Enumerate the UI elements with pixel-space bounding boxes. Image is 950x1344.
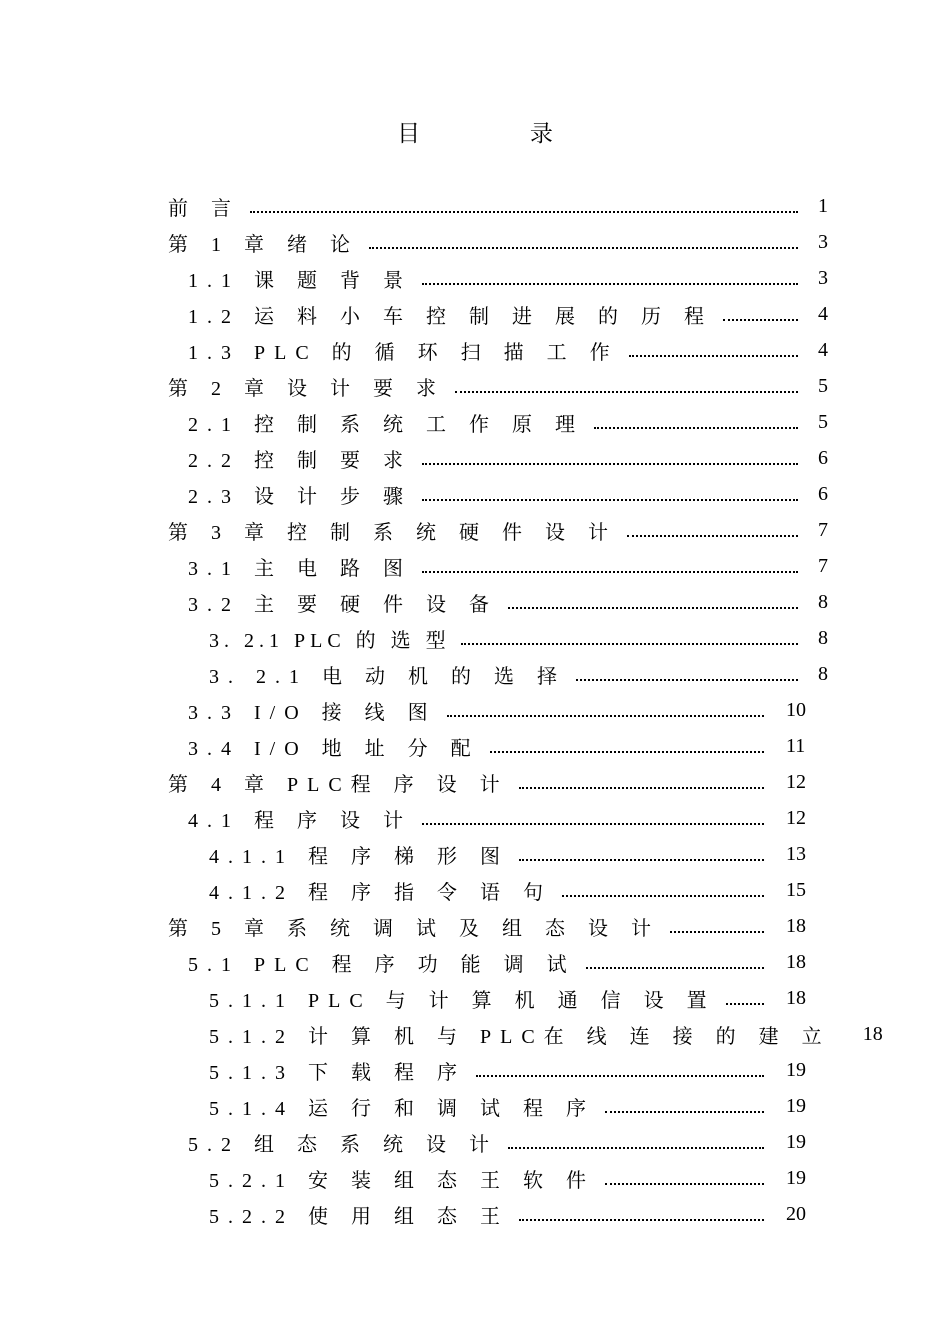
- toc-entry-label: 第 1 章 绪 论: [168, 233, 359, 256]
- toc-entry-label: 5.1.3 下 载 程 序: [209, 1061, 466, 1084]
- toc-page-number: 19: [786, 1058, 806, 1081]
- toc-page-number: 6: [818, 482, 828, 505]
- toc-entry-label: 5.1 PLC 程 序 功 能 调 试: [188, 953, 576, 976]
- toc-leader-dots: [670, 911, 764, 933]
- toc-entry-2-1[interactable]: [168, 404, 828, 440]
- toc-entry-label: 5.1.4 运 行 和 调 试 程 序: [209, 1097, 595, 1120]
- toc-entry-label: 前 言: [168, 197, 240, 220]
- toc-page-number: 3: [818, 230, 828, 253]
- toc-leader-dots: [594, 407, 798, 429]
- toc-leader-dots: [586, 947, 764, 969]
- toc-entry-chapter-5[interactable]: [168, 908, 828, 944]
- toc-page-number: 8: [818, 662, 828, 685]
- toc-leader-dots: [422, 479, 798, 501]
- toc-entry-4-1-2[interactable]: [168, 872, 828, 908]
- toc-leader-dots: [627, 515, 798, 537]
- toc-page-number: 7: [818, 554, 828, 577]
- toc-entry-5-2-1[interactable]: [168, 1160, 828, 1196]
- toc-entry-label: 5.1.2 计 算 机 与 PLC在 线 连 接 的 建 立: [209, 1025, 831, 1048]
- toc-entry-label: 2.1 控 制 系 统 工 作 原 理: [188, 413, 584, 436]
- toc-entry-label: 2.2 控 制 要 求: [188, 449, 412, 472]
- toc-entry-5-2-2[interactable]: [168, 1196, 828, 1232]
- toc-page-number: 20: [786, 1202, 806, 1225]
- toc-entry-chapter-2[interactable]: [168, 368, 828, 404]
- toc-leader-dots: [369, 227, 798, 249]
- toc-entry-label: 第 5 章 系 统 调 试 及 组 态 设 计: [168, 917, 660, 940]
- toc-entry-chapter-4[interactable]: [168, 764, 828, 800]
- toc-page-number: 18: [786, 914, 806, 937]
- toc-leader-dots: [562, 875, 764, 897]
- toc-entry-3-1[interactable]: [168, 548, 828, 584]
- toc-entry-label: 2.3 设 计 步 骤: [188, 485, 412, 508]
- toc-entry-label: 3.4 I/O 地 址 分 配: [188, 737, 480, 760]
- toc-page-number: 18: [862, 1022, 883, 1045]
- toc-page-number: 13: [786, 842, 806, 865]
- toc-leader-dots: [629, 335, 798, 357]
- toc-entry-label: 3. 2.1 PLC 的 选 型: [209, 629, 451, 652]
- toc-entry-label: 第 4 章 PLC程 序 设 计: [168, 773, 509, 796]
- toc-entry-4-1-1[interactable]: [168, 836, 828, 872]
- toc-entry-2-3[interactable]: [168, 476, 828, 512]
- toc-entry-3-2[interactable]: [168, 584, 828, 620]
- toc-entry-label: 1.2 运 料 小 车 控 制 进 展 的 历 程: [188, 305, 713, 328]
- toc-page-number: 5: [818, 410, 828, 433]
- toc-page-number: 18: [786, 986, 806, 1009]
- toc-entry-label: 5.1.1 PLC 与 计 算 机 通 信 设 置: [209, 989, 716, 1012]
- toc-entry-label: 1.1 课 题 背 景: [188, 269, 412, 292]
- toc-entry-label: 4.1.2 程 序 指 令 语 句: [209, 881, 552, 904]
- toc-leader-dots: [422, 803, 764, 825]
- toc-page-number: 18: [786, 950, 806, 973]
- toc-entry-2-2[interactable]: [168, 440, 828, 476]
- toc-entry-label: 第 2 章 设 计 要 求: [168, 377, 445, 400]
- toc-page-number: 7: [818, 518, 828, 541]
- toc-entry-3-2-1-plc[interactable]: [168, 620, 828, 656]
- toc-entry-label: 4.1 程 序 设 计: [188, 809, 412, 832]
- toc-entry-5-2[interactable]: [168, 1124, 828, 1160]
- toc-leader-dots: [508, 587, 798, 609]
- toc-entry-label: 5.2 组 态 系 统 设 计: [188, 1133, 498, 1156]
- toc-entry-label: 3.1 主 电 路 图: [188, 557, 412, 580]
- toc-entry-5-1-2[interactable]: [168, 1016, 883, 1052]
- toc-entry-3-2-1-motor[interactable]: [168, 656, 828, 692]
- toc-leader-dots: [422, 263, 798, 285]
- toc-page-number: 12: [786, 770, 806, 793]
- toc-page-number: 12: [786, 806, 806, 829]
- toc-leader-dots: [723, 299, 798, 321]
- toc-entry-1-1[interactable]: [168, 260, 828, 296]
- toc-page-number: 4: [818, 302, 828, 325]
- toc-page-number: 11: [786, 734, 806, 757]
- toc-entry-5-1-1[interactable]: [168, 980, 828, 1016]
- toc-leader-dots: [726, 983, 764, 1005]
- toc-entry-label: 1.3 PLC 的 循 环 扫 描 工 作: [188, 341, 619, 364]
- toc-leader-dots: [519, 1199, 764, 1221]
- toc-entry-4-1[interactable]: [168, 800, 828, 836]
- toc-leader-dots: [455, 371, 798, 393]
- toc-page-number: 10: [786, 698, 806, 721]
- toc-page-number: 15: [786, 878, 806, 901]
- toc-entry-preface[interactable]: [168, 188, 828, 224]
- toc-entry-label: 5.2.1 安 装 组 态 王 软 件: [209, 1169, 595, 1192]
- toc-page-number: 8: [818, 626, 828, 649]
- page-title: 目 录: [397, 121, 605, 146]
- toc-leader-dots: [476, 1055, 764, 1077]
- table-of-contents: [168, 188, 883, 1232]
- toc-page-number: 19: [786, 1130, 806, 1153]
- toc-leader-dots: [422, 551, 798, 573]
- toc-entry-3-3[interactable]: [168, 692, 828, 728]
- toc-leader-dots: [605, 1163, 764, 1185]
- toc-entry-5-1-3[interactable]: [168, 1052, 828, 1088]
- toc-leader-dots: [250, 191, 798, 213]
- toc-entry-chapter-1[interactable]: [168, 224, 828, 260]
- toc-entry-5-1-4[interactable]: [168, 1088, 828, 1124]
- toc-page-number: 19: [786, 1166, 806, 1189]
- toc-entry-5-1[interactable]: [168, 944, 828, 980]
- toc-page-number: 5: [818, 374, 828, 397]
- toc-page-number: 6: [818, 446, 828, 469]
- toc-entry-label: 第 3 章 控 制 系 统 硬 件 设 计: [168, 521, 617, 544]
- toc-page-number: 1: [818, 194, 828, 217]
- toc-page-number: 19: [786, 1094, 806, 1117]
- toc-entry-chapter-3[interactable]: [168, 512, 828, 548]
- toc-leader-dots: [508, 1127, 764, 1149]
- toc-leader-dots: [461, 623, 798, 645]
- toc-leader-dots: [490, 731, 764, 753]
- toc-leader-dots: [605, 1091, 764, 1113]
- toc-entry-label: 4.1.1 程 序 梯 形 图: [209, 845, 509, 868]
- toc-leader-dots: [576, 659, 798, 681]
- toc-leader-dots: [519, 767, 764, 789]
- toc-leader-dots: [519, 839, 764, 861]
- toc-entry-label: 3.2 主 要 硬 件 设 备: [188, 593, 498, 616]
- toc-entry-1-2[interactable]: [168, 296, 828, 332]
- toc-leader-dots: [422, 443, 798, 465]
- toc-entry-3-4[interactable]: [168, 728, 828, 764]
- toc-page-number: 8: [818, 590, 828, 613]
- toc-leader-dots: [447, 695, 764, 717]
- toc-page-number: 3: [818, 266, 828, 289]
- toc-page-number: 4: [818, 338, 828, 361]
- toc-entry-label: 5.2.2 使 用 组 态 王: [209, 1205, 509, 1228]
- toc-entry-label: 3.3 I/O 接 线 图: [188, 701, 437, 724]
- toc-entry-label: 3. 2.1 电 动 机 的 选 择: [209, 665, 566, 688]
- toc-entry-1-3[interactable]: [168, 332, 828, 368]
